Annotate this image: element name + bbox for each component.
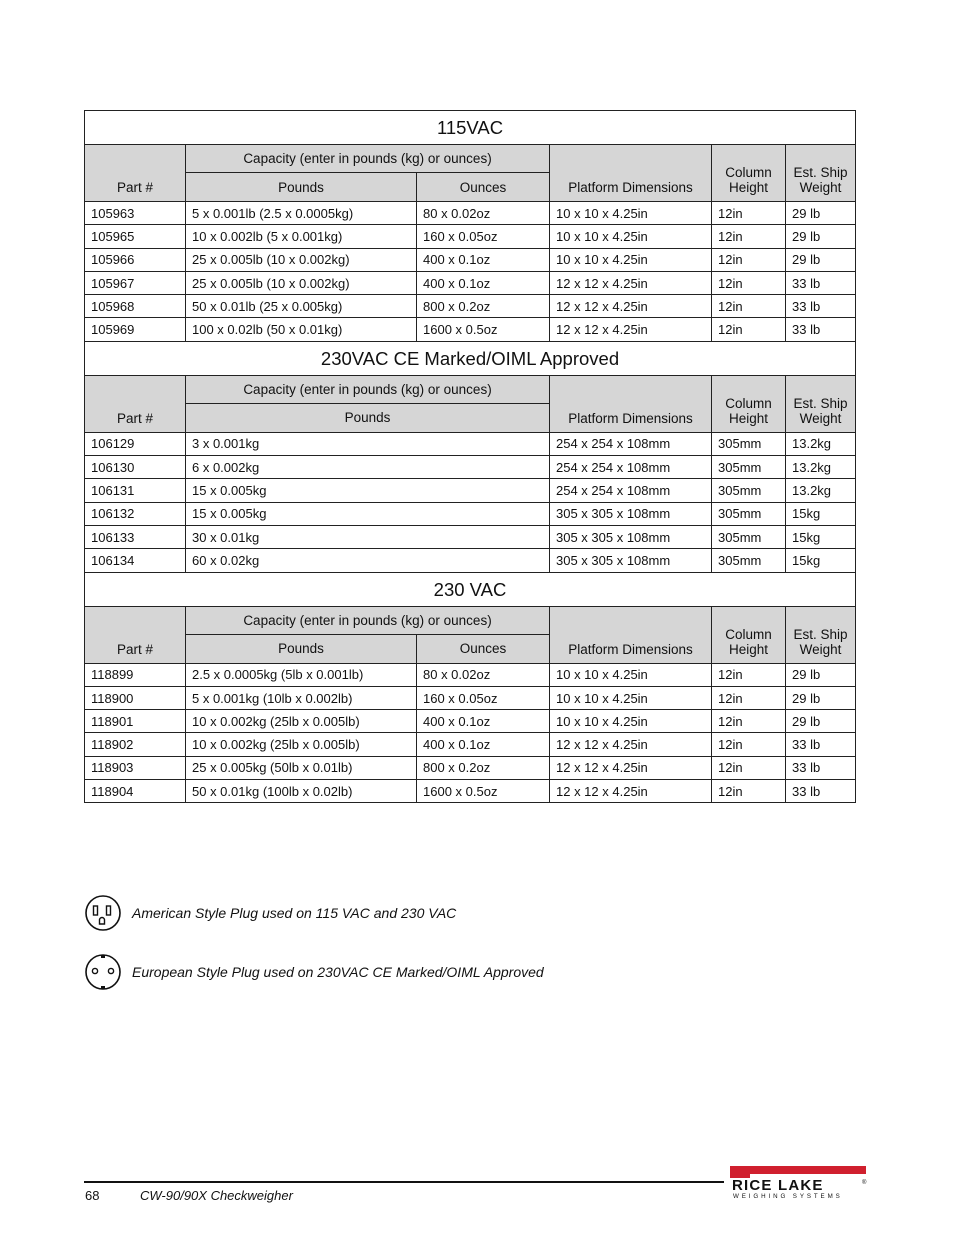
cell-platform: 12 x 12 x 4.25in xyxy=(550,318,712,341)
table-row xyxy=(85,248,856,271)
cell-pounds: 25 x 0.005kg (50lb x 0.01lb) xyxy=(186,756,417,779)
cell-ounces: 1600 x 0.5oz xyxy=(417,318,550,341)
cell-ounces: 160 x 0.05oz xyxy=(417,225,550,248)
cell-ship-weight: 29 lb xyxy=(786,663,856,686)
cell-part: 106134 xyxy=(85,549,186,572)
cell-column-height: 12in xyxy=(712,780,786,803)
header-part: Part # xyxy=(85,375,186,432)
table-row xyxy=(85,733,856,756)
cell-column-height: 12in xyxy=(712,271,786,294)
cell-ounces: 400 x 0.1oz xyxy=(417,271,550,294)
table-title: 230VAC CE Marked/OIML Approved xyxy=(85,341,856,375)
cell-part: 106132 xyxy=(85,502,186,525)
spec-tables xyxy=(84,110,855,803)
cell-ounces: 80 x 0.02oz xyxy=(417,663,550,686)
cell-ship-weight: 29 lb xyxy=(786,202,856,225)
cell-pounds: 10 x 0.002kg (25lb x 0.005lb) xyxy=(186,710,417,733)
cell-part: 118900 xyxy=(85,686,186,709)
cell-column-height: 12in xyxy=(712,663,786,686)
spec-table xyxy=(84,341,856,573)
header-ship-weight: Est. Ship Weight xyxy=(786,606,856,663)
table-row xyxy=(85,710,856,733)
header-platform: Platform Dimensions xyxy=(550,606,712,663)
cell-platform: 305 x 305 x 108mm xyxy=(550,549,712,572)
cell-part: 118901 xyxy=(85,710,186,733)
header-ounces: Ounces xyxy=(417,173,550,202)
cell-ship-weight: 15kg xyxy=(786,549,856,572)
cell-pounds: 100 x 0.02lb (50 x 0.01kg) xyxy=(186,318,417,341)
table-row xyxy=(85,756,856,779)
cell-pounds: 5 x 0.001lb (2.5 x 0.0005kg) xyxy=(186,202,417,225)
cell-pounds: 10 x 0.002lb (5 x 0.001kg) xyxy=(186,225,417,248)
cell-column-height: 305mm xyxy=(712,502,786,525)
cell-part: 106133 xyxy=(85,525,186,548)
table-row xyxy=(85,202,856,225)
cell-ounces: 160 x 0.05oz xyxy=(417,686,550,709)
cell-part: 105967 xyxy=(85,271,186,294)
header-column-height: Column Height xyxy=(712,375,786,432)
cell-platform: 305 x 305 x 108mm xyxy=(550,502,712,525)
american-plug-icon xyxy=(84,893,124,933)
cell-pounds: 2.5 x 0.0005kg (5lb x 0.001lb) xyxy=(186,663,417,686)
cell-part: 106129 xyxy=(85,432,186,455)
table-row xyxy=(85,502,856,525)
cell-ship-weight: 29 lb xyxy=(786,710,856,733)
cell-column-height: 12in xyxy=(712,295,786,318)
cell-ship-weight: 15kg xyxy=(786,525,856,548)
cell-part: 118902 xyxy=(85,733,186,756)
cell-ship-weight: 33 lb xyxy=(786,295,856,318)
document-title: CW-90/90X Checkweigher xyxy=(140,1188,293,1203)
cell-platform: 305 x 305 x 108mm xyxy=(550,525,712,548)
plug-caption: American Style Plug used on 115 VAC and 230 VAC xyxy=(132,905,457,921)
table-row xyxy=(85,432,856,455)
cell-column-height: 305mm xyxy=(712,456,786,479)
header-platform: Platform Dimensions xyxy=(550,375,712,432)
cell-column-height: 305mm xyxy=(712,432,786,455)
cell-part: 105968 xyxy=(85,295,186,318)
cell-platform: 12 x 12 x 4.25in xyxy=(550,271,712,294)
header-platform: Platform Dimensions xyxy=(550,145,712,202)
cell-platform: 254 x 254 x 108mm xyxy=(550,456,712,479)
cell-column-height: 12in xyxy=(712,202,786,225)
header-column-height: Column Height xyxy=(712,606,786,663)
cell-column-height: 12in xyxy=(712,756,786,779)
american-plug-note xyxy=(84,893,684,933)
page-number: 68 xyxy=(85,1188,100,1203)
cell-column-height: 305mm xyxy=(712,479,786,502)
table-row xyxy=(85,271,856,294)
table-row xyxy=(85,479,856,502)
cell-pounds: 25 x 0.005lb (10 x 0.002kg) xyxy=(186,271,417,294)
cell-pounds: 10 x 0.002kg (25lb x 0.005lb) xyxy=(186,733,417,756)
logo-red-bar xyxy=(730,1166,866,1174)
cell-part: 105963 xyxy=(85,202,186,225)
header-capacity: Capacity (enter in pounds (kg) or ounces) xyxy=(186,606,550,634)
cell-platform: 10 x 10 x 4.25in xyxy=(550,686,712,709)
cell-ship-weight: 13.2kg xyxy=(786,432,856,455)
header-part: Part # xyxy=(85,145,186,202)
cell-platform: 10 x 10 x 4.25in xyxy=(550,225,712,248)
header-column-height: Column Height xyxy=(712,145,786,202)
cell-platform: 10 x 10 x 4.25in xyxy=(550,202,712,225)
table-row xyxy=(85,525,856,548)
header-ounces: Ounces xyxy=(417,634,550,663)
header-pounds: Pounds xyxy=(186,173,417,202)
spec-table xyxy=(84,110,856,342)
table-row xyxy=(85,663,856,686)
cell-ounces: 1600 x 0.5oz xyxy=(417,780,550,803)
cell-part: 118904 xyxy=(85,780,186,803)
spec-table xyxy=(84,572,856,804)
cell-column-height: 12in xyxy=(712,248,786,271)
table-row xyxy=(85,780,856,803)
cell-ounces: 400 x 0.1oz xyxy=(417,710,550,733)
cell-ship-weight: 33 lb xyxy=(786,780,856,803)
cell-platform: 12 x 12 x 4.25in xyxy=(550,733,712,756)
european-plug-icon xyxy=(84,952,124,992)
cell-part: 105969 xyxy=(85,318,186,341)
table-row xyxy=(85,686,856,709)
cell-column-height: 305mm xyxy=(712,525,786,548)
header-pounds: Pounds xyxy=(186,634,417,663)
cell-pounds: 3 x 0.001kg xyxy=(186,432,550,455)
cell-platform: 254 x 254 x 108mm xyxy=(550,432,712,455)
cell-ounces: 400 x 0.1oz xyxy=(417,733,550,756)
table-row xyxy=(85,225,856,248)
table-row xyxy=(85,318,856,341)
table-title: 115VAC xyxy=(85,111,856,145)
cell-pounds: 50 x 0.01lb (25 x 0.005kg) xyxy=(186,295,417,318)
cell-part: 106131 xyxy=(85,479,186,502)
cell-platform: 10 x 10 x 4.25in xyxy=(550,663,712,686)
cell-platform: 12 x 12 x 4.25in xyxy=(550,756,712,779)
cell-pounds: 5 x 0.001kg (10lb x 0.002lb) xyxy=(186,686,417,709)
header-ship-weight: Est. Ship Weight xyxy=(786,145,856,202)
cell-column-height: 12in xyxy=(712,225,786,248)
cell-ship-weight: 33 lb xyxy=(786,733,856,756)
cell-ship-weight: 13.2kg xyxy=(786,479,856,502)
cell-column-height: 12in xyxy=(712,318,786,341)
table-row xyxy=(85,549,856,572)
cell-column-height: 305mm xyxy=(712,549,786,572)
cell-pounds: 15 x 0.005kg xyxy=(186,502,550,525)
logo-line1: RICE LAKE xyxy=(732,1177,824,1194)
cell-platform: 12 x 12 x 4.25in xyxy=(550,295,712,318)
rice-lake-logo xyxy=(730,1166,870,1200)
cell-pounds: 25 x 0.005lb (10 x 0.002kg) xyxy=(186,248,417,271)
cell-platform: 254 x 254 x 108mm xyxy=(550,479,712,502)
header-capacity: Capacity (enter in pounds (kg) or ounces) xyxy=(186,145,550,173)
cell-part: 118899 xyxy=(85,663,186,686)
cell-ship-weight: 29 lb xyxy=(786,225,856,248)
table-row xyxy=(85,295,856,318)
header-capacity: Capacity (enter in pounds (kg) or ounces) xyxy=(186,375,550,403)
logo-mark: ® xyxy=(862,1180,867,1186)
footer-rule xyxy=(84,1181,724,1183)
table-title: 230 VAC xyxy=(85,572,856,606)
cell-part: 106130 xyxy=(85,456,186,479)
european-plug-note xyxy=(84,952,684,992)
cell-ship-weight: 29 lb xyxy=(786,248,856,271)
cell-ship-weight: 13.2kg xyxy=(786,456,856,479)
header-pounds: Pounds xyxy=(186,403,550,432)
header-part: Part # xyxy=(85,606,186,663)
cell-pounds: 30 x 0.01kg xyxy=(186,525,550,548)
cell-pounds: 15 x 0.005kg xyxy=(186,479,550,502)
cell-ship-weight: 15kg xyxy=(786,502,856,525)
cell-ounces: 400 x 0.1oz xyxy=(417,248,550,271)
cell-ounces: 800 x 0.2oz xyxy=(417,295,550,318)
cell-part: 105965 xyxy=(85,225,186,248)
cell-ship-weight: 33 lb xyxy=(786,756,856,779)
cell-platform: 10 x 10 x 4.25in xyxy=(550,710,712,733)
cell-pounds: 50 x 0.01kg (100lb x 0.02lb) xyxy=(186,780,417,803)
cell-platform: 12 x 12 x 4.25in xyxy=(550,780,712,803)
cell-ounces: 80 x 0.02oz xyxy=(417,202,550,225)
plug-caption: European Style Plug used on 230VAC CE Marked/OIML Approved xyxy=(132,964,544,980)
cell-ship-weight: 33 lb xyxy=(786,318,856,341)
cell-platform: 10 x 10 x 4.25in xyxy=(550,248,712,271)
table-row xyxy=(85,456,856,479)
cell-column-height: 12in xyxy=(712,686,786,709)
cell-part: 105966 xyxy=(85,248,186,271)
header-ship-weight: Est. Ship Weight xyxy=(786,375,856,432)
cell-ounces: 800 x 0.2oz xyxy=(417,756,550,779)
cell-ship-weight: 29 lb xyxy=(786,686,856,709)
logo-line2: WEIGHING SYSTEMS xyxy=(733,1193,843,1200)
cell-pounds: 60 x 0.02kg xyxy=(186,549,550,572)
cell-column-height: 12in xyxy=(712,733,786,756)
cell-pounds: 6 x 0.002kg xyxy=(186,456,550,479)
cell-column-height: 12in xyxy=(712,710,786,733)
cell-ship-weight: 33 lb xyxy=(786,271,856,294)
cell-part: 118903 xyxy=(85,756,186,779)
